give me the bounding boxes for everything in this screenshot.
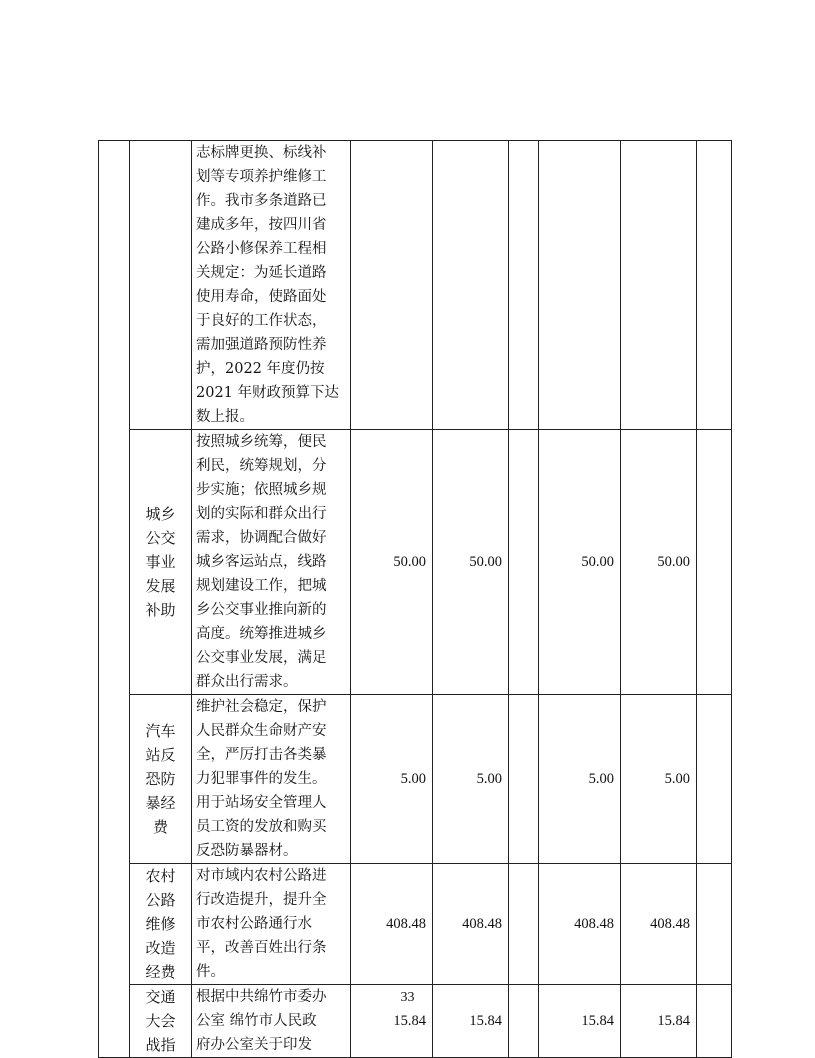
- item-name-line: 经费: [145, 963, 176, 981]
- item-name-line: 大会: [145, 1012, 176, 1030]
- category-cell: [99, 141, 130, 1058]
- item-name-line: 改造: [145, 939, 176, 957]
- description-line: 护，2022 年度仍按: [196, 361, 325, 377]
- description-line: 公交事业发展，满足: [196, 650, 327, 666]
- page-number: 33: [400, 990, 415, 1005]
- description-line: 乡公交事业推向新的: [196, 602, 327, 618]
- item-description-cell: [192, 695, 351, 864]
- amount-cell-v5: 5.00: [621, 695, 697, 864]
- description-line: 府办公室关于印发: [196, 1037, 312, 1053]
- amount-cell-v3: [509, 430, 539, 695]
- description-line: 市农村公路通行水: [196, 916, 312, 932]
- description-line: 步实施；依照城乡规: [196, 482, 327, 498]
- item-name-line: 战指: [145, 1036, 176, 1054]
- amount-cell-v2: 5.00: [433, 695, 509, 864]
- item-name-line: 站反: [145, 746, 176, 764]
- item-name-line: 发展: [145, 577, 176, 595]
- item-name-line: 公交: [145, 529, 176, 547]
- description-line: 于良好的工作状态，: [196, 313, 327, 329]
- table-row: [99, 695, 732, 864]
- description-line: 力犯罪事件的发生。: [196, 771, 327, 787]
- description-line: 平，改善百姓出行条: [196, 940, 327, 956]
- budget-table: [98, 140, 732, 1058]
- amount-cell-v2: 50.00: [433, 430, 509, 695]
- item-name-cell: [130, 695, 192, 864]
- item-name-line: 城乡: [145, 505, 176, 523]
- description-line: 员工资的发放和购买: [196, 819, 327, 835]
- item-name-line: 交通: [145, 988, 176, 1006]
- description-line: 根据中共绵竹市委办: [196, 989, 327, 1005]
- description-line: 对市域内农村公路进: [196, 868, 327, 884]
- description-line: 数上报。: [196, 409, 254, 425]
- item-description-cell: [192, 430, 351, 695]
- item-name-line: 公路: [145, 891, 176, 909]
- description-line: 维护社会稳定，保护: [196, 699, 327, 715]
- description-line: 公路小修保养工程相: [196, 241, 327, 257]
- description-line: 建成多年，按四川省: [196, 217, 327, 233]
- amount-cell-v4: 15.84: [539, 985, 621, 1058]
- amount-cell-v2: 408.48: [433, 864, 509, 985]
- description-line: 反恐防暴器材。: [196, 843, 298, 859]
- amount-cell-v1: 15.84: [351, 985, 433, 1058]
- description-line: 2021 年财政预算下达: [196, 385, 340, 401]
- item-name-line: 恐防: [145, 770, 176, 788]
- remarks-cell: [697, 141, 732, 430]
- description-line: 志标牌更换、标线补: [196, 145, 327, 161]
- description-line: 关规定：为延长道路: [196, 265, 327, 281]
- description-line: 划的实际和群众出行: [196, 506, 327, 522]
- amount-cell-v1: 408.48: [351, 864, 433, 985]
- amount-cell-v1: 5.00: [351, 695, 433, 864]
- item-name-line: 汽车: [145, 722, 176, 740]
- amount-cell-v4: 408.48: [539, 864, 621, 985]
- remarks-cell: [697, 695, 732, 864]
- table-row: [99, 864, 732, 985]
- amount-cell-v3: [509, 695, 539, 864]
- description-line: 行改造提升，提升全: [196, 892, 327, 908]
- item-name-line: 暴经: [145, 794, 176, 812]
- item-name-line: 费: [152, 818, 168, 836]
- description-line: 规划建设工作，把城: [196, 578, 327, 594]
- description-line: 人民群众生命财产安: [196, 723, 327, 739]
- table-row: [99, 141, 732, 430]
- amount-cell-v1: [351, 141, 433, 430]
- item-name-cell: [130, 430, 192, 695]
- description-line: 按照城乡统筹，便民: [196, 434, 327, 450]
- description-line: 划等专项养护维修工: [196, 169, 327, 185]
- amount-cell-v4: [539, 141, 621, 430]
- item-name-cell: [130, 141, 192, 430]
- amount-cell-v3: [509, 141, 539, 430]
- amount-cell-v5: 408.48: [621, 864, 697, 985]
- amount-cell-v3: [509, 864, 539, 985]
- remarks-cell: [697, 864, 732, 985]
- description-line: 需加强道路预防性养: [196, 337, 327, 353]
- description-line: 全，严厉打击各类暴: [196, 747, 327, 763]
- description-line: 高度。统筹推进城乡: [196, 626, 327, 642]
- remarks-cell: [697, 430, 732, 695]
- amount-cell-v4: 5.00: [539, 695, 621, 864]
- item-description-cell: [192, 864, 351, 985]
- item-name-line: 补助: [145, 601, 176, 619]
- description-line: 用于站场安全管理人: [196, 795, 327, 811]
- description-line: 利民，统筹规划，分: [196, 458, 327, 474]
- description-line: 件。: [196, 964, 225, 980]
- table-body: [99, 141, 732, 1058]
- description-line: 公室 绵竹市人民政: [196, 1013, 317, 1029]
- description-line: 城乡客运站点，线路: [196, 554, 327, 570]
- description-line: 群众出行需求。: [196, 674, 298, 690]
- amount-cell-v5: 50.00: [621, 430, 697, 695]
- table-row: [99, 430, 732, 695]
- amount-cell-v2: [433, 141, 509, 430]
- item-name-line: 农村: [145, 867, 176, 885]
- amount-cell-v2: 15.84: [433, 985, 509, 1058]
- item-name-cell: [130, 864, 192, 985]
- description-line: 需求，协调配合做好: [196, 530, 327, 546]
- amount-cell-v5: [621, 141, 697, 430]
- item-description-cell: [192, 141, 351, 430]
- item-name-line: 维修: [145, 915, 176, 933]
- amount-cell-v1: 50.00: [351, 430, 433, 695]
- amount-cell-v5: 15.84: [621, 985, 697, 1058]
- description-line: 作。我市多条道路已: [196, 193, 327, 209]
- description-line: 使用寿命，使路面处: [196, 289, 327, 305]
- amount-cell-v4: 50.00: [539, 430, 621, 695]
- item-name-line: 事业: [145, 553, 176, 571]
